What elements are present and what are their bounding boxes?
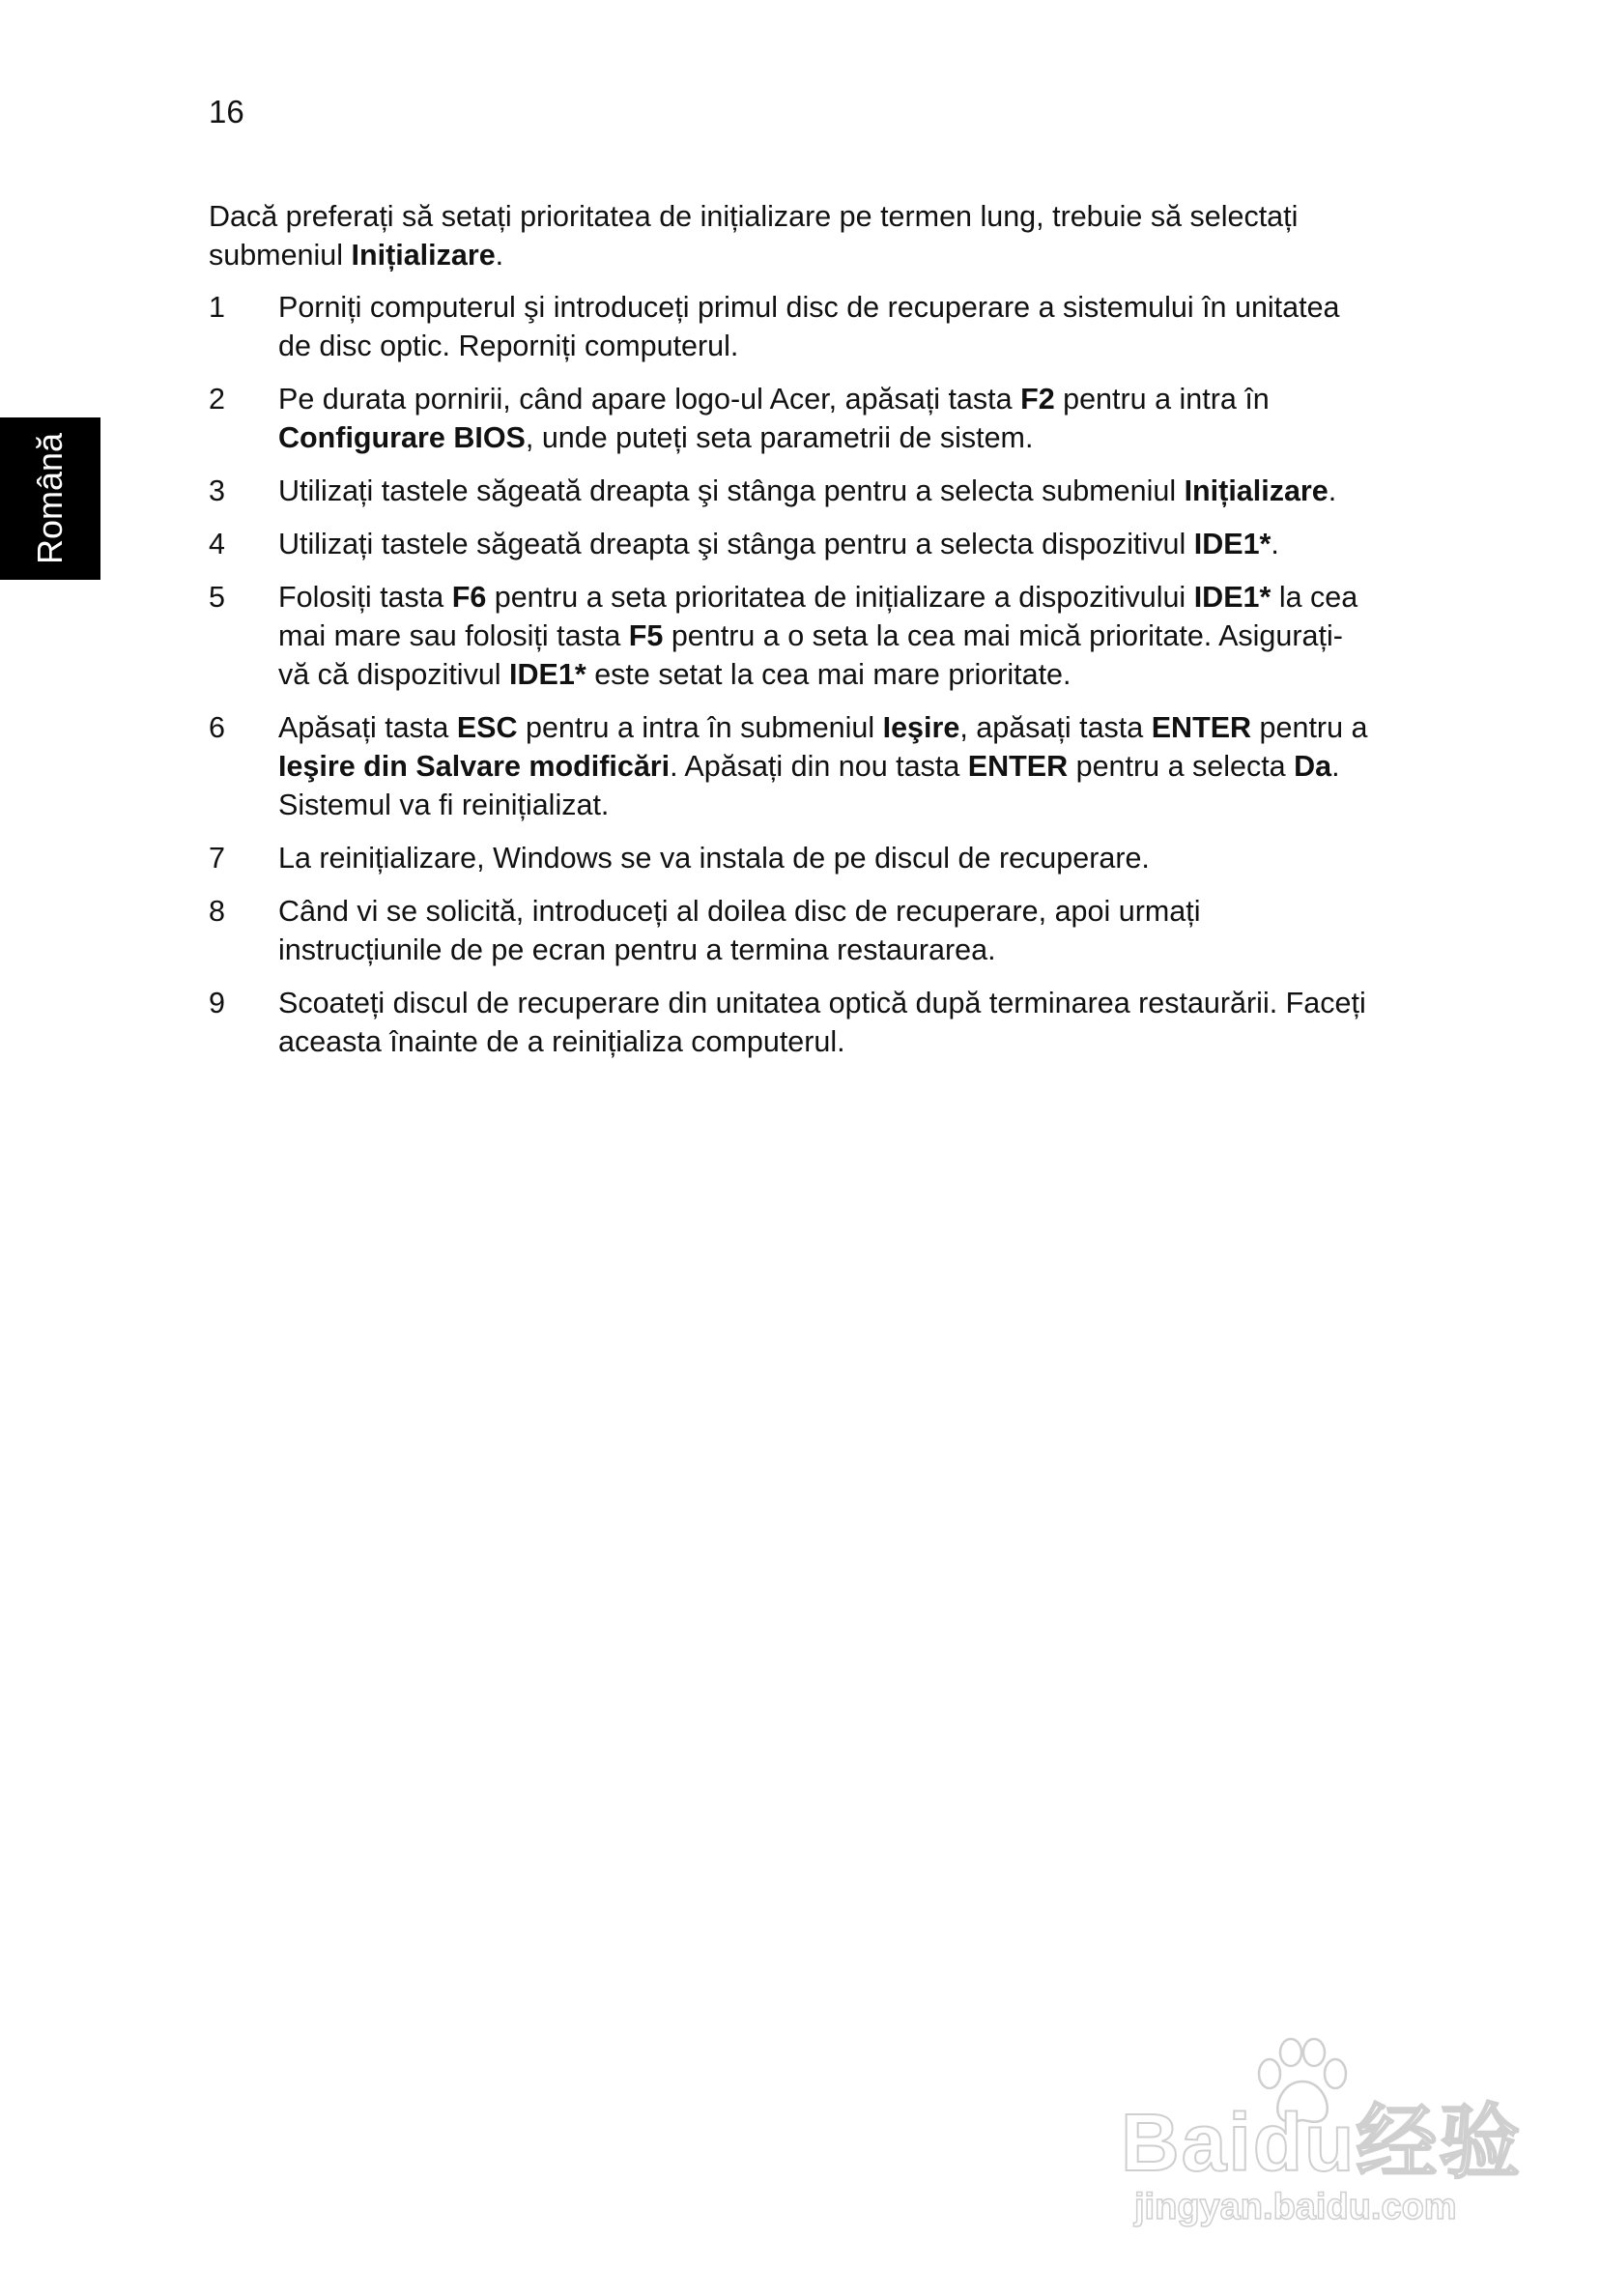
step-item — [209, 892, 1368, 969]
step-number: 4 — [209, 528, 225, 560]
step-text: Apăsați tasta ESC pentru a intra în submeniul Ieşire, apăsați tasta ENTER pentru a Ieşire din Salvare modificări. Apăsați din nou tasta ENTER pentru a selecta Da. Sistemul va fi reinițializat. — [278, 711, 1368, 821]
watermark-url: jingyan.baidu.com — [1134, 2187, 1457, 2227]
language-side-tab — [0, 417, 100, 580]
step-text: Pe durata pornirii, când apare logo-ul Acer, apăsați tasta F2 pentru a intra în Configurare BIOS, unde puteți seta parametrii de sistem. — [278, 383, 1270, 454]
step-text: Porniți computerul şi introduceți primul disc de recuperare a sistemului în unitatea de disc optic. Reporniți computerul. — [278, 291, 1340, 362]
step-item — [209, 839, 1368, 877]
step-text: Utilizați tastele săgeată dreapta şi stânga pentru a selecta submeniul Inițializare. — [278, 474, 1337, 507]
step-item — [209, 525, 1368, 563]
page-number: 16 — [209, 94, 244, 129]
step-item — [209, 984, 1368, 1061]
step-text: Utilizați tastele săgeată dreapta şi stânga pentru a selecta dispozitivul IDE1*. — [278, 528, 1279, 560]
step-number: 9 — [209, 987, 225, 1019]
document-body — [209, 197, 1368, 1076]
step-text: La reinițializare, Windows se va instala de pe discul de recuperare. — [278, 842, 1150, 875]
step-item — [209, 288, 1368, 365]
step-text: Folosiți tasta F6 pentru a seta prioritatea de inițializare a dispozitivului IDE1* la cea mai mare sau folosiți tasta F5 pentru a o seta la cea mai mică prioritate. Asigurați-vă că dispozitivul IDE1* este setat la cea mai mare prioritate. — [278, 581, 1358, 691]
baidu-watermark — [1121, 2037, 1523, 2230]
step-item — [209, 578, 1368, 694]
text-run: . — [495, 239, 504, 272]
step-number: 8 — [209, 895, 225, 928]
side-tab-label: Română — [30, 432, 70, 565]
intro-paragraph — [209, 197, 1368, 274]
step-number: 6 — [209, 711, 225, 744]
step-item — [209, 472, 1368, 510]
text-run: Dacă preferați să setați prioritatea de inițializare pe termen lung, trebuie să selectați submeniul — [209, 200, 1299, 272]
step-number: 1 — [209, 291, 225, 324]
step-number: 5 — [209, 581, 225, 614]
step-text: Scoateți discul de recuperare din unitatea optică după terminarea restaurării. Faceți aceasta înainte de a reinițializa computerul. — [278, 987, 1366, 1058]
watermark-word: Baidu经验 — [1121, 2097, 1523, 2188]
step-item — [209, 708, 1368, 824]
step-number: 2 — [209, 383, 225, 416]
step-text: Când vi se solicită, introduceți al doilea disc de recuperare, apoi urmați instrucțiunile de pe ecran pentru a termina restaurarea. — [278, 895, 1201, 966]
bold-term: Inițializare — [351, 239, 496, 272]
step-number: 7 — [209, 842, 225, 875]
steps-list — [209, 288, 1368, 1061]
step-item — [209, 380, 1368, 457]
step-number: 3 — [209, 474, 225, 507]
